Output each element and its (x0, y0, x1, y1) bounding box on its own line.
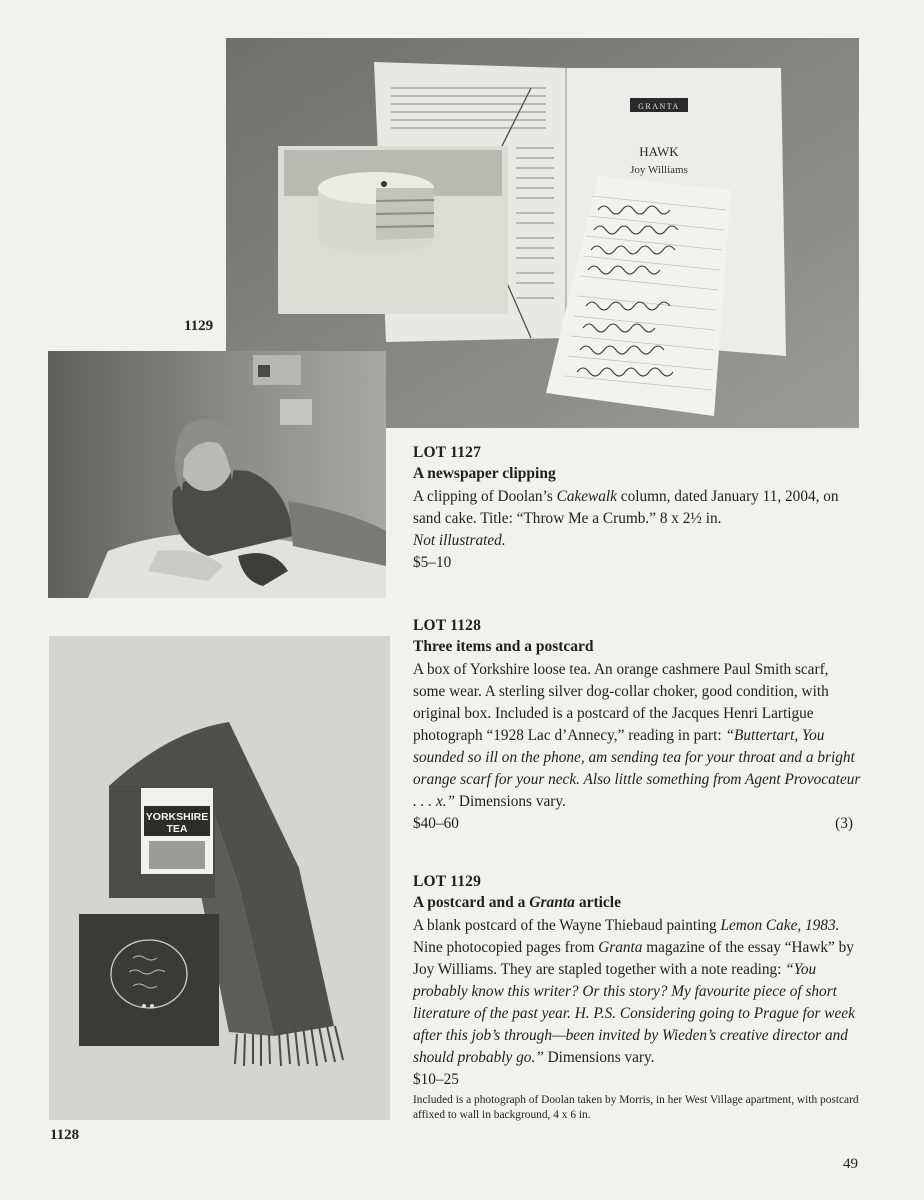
photo-label-1128: 1128 (50, 1127, 80, 1143)
lot-price: $5–10 (413, 554, 452, 571)
lot-description: A clipping of Doolan’s Cakewalk column, dated January 11, 2004, on sand cake. Title: “Throw Me a Crumb.” 8 x 2½ in. (413, 488, 839, 527)
lot-1127 (413, 444, 863, 574)
lot-price-row (413, 1069, 853, 1091)
granta-logo: GRANTA (638, 102, 680, 111)
lot-number: LOT 1128 (413, 617, 482, 634)
photo-label-1129: 1129 (184, 318, 214, 334)
lot-quantity: (3) (835, 815, 853, 832)
granta-author: Joy Williams (630, 164, 688, 176)
lot-title: Three items and a postcard (413, 638, 594, 655)
lot-title: A newspaper clipping (413, 465, 556, 482)
lot-description: A blank postcard of the Wayne Thiebaud painting Lemon Cake, 1983. Nine photocopied pages from Granta magazine of the essay “Hawk” by Joy Williams. They are stapled together with a note reading: “You probably know this writer? Or this story? My favourite piece of short literature of the past year. H. P.S. Considering going to Prague for week after this job’s through—been invited by Wieden’s creative director and should probably go.” Dimensions vary. (413, 917, 855, 1066)
lot-price-row (413, 552, 853, 574)
lot-description: A box of Yorkshire loose tea. An orange cashmere Paul Smith scarf, some wear. A sterling silver dog-collar choker, good condition, with original box. Included is a postcard of the Jacques Henri Lartigue photograph “1928 Lac d’Annecy,” reading in part: “Buttertart, You sounded so ill on the phone, am sending tea for your throat and a bright orange scarf for your neck. Also little something from Agent Provocateur . . . x.” Dimensions vary. (413, 661, 861, 810)
granta-title: HAWK (639, 144, 679, 159)
tea-brand-line2: TEA (166, 823, 188, 835)
photo-lot-1128 (49, 636, 390, 1120)
lot-not-illustrated: Not illustrated. (413, 532, 506, 549)
page-number: 49 (843, 1156, 858, 1172)
tea-brand-line1: YORKSHIRE (145, 811, 209, 823)
lot-price-row (413, 813, 853, 835)
lot-1128 (413, 617, 863, 835)
lot-1129 (413, 873, 863, 1123)
lot-price: $40–60 (413, 815, 459, 832)
lot-number: LOT 1127 (413, 444, 482, 461)
lot-price: $10–25 (413, 1071, 459, 1088)
lot-number: LOT 1129 (413, 873, 482, 890)
lot-title: A postcard and a Granta article (413, 894, 621, 911)
lot-note: Included is a photograph of Doolan taken by Morris, in her West Village apartment, with postcard affixed to wall in background, 4 x 6 in. (413, 1094, 859, 1121)
photo-doolan (48, 351, 386, 598)
